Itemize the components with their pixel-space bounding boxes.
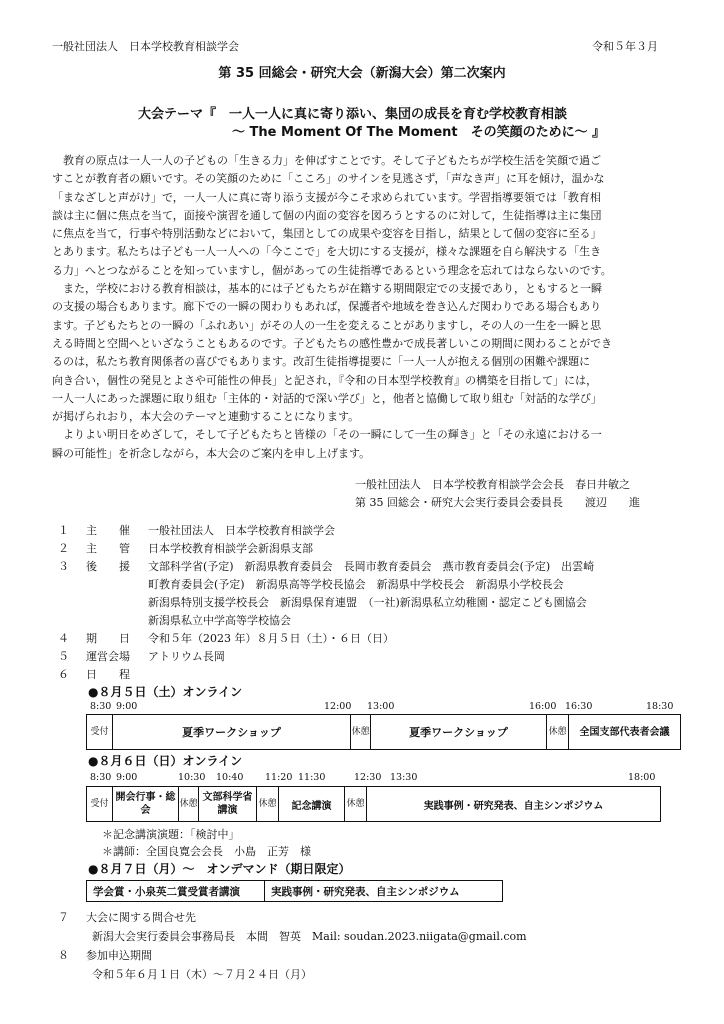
body-line: ます。子どもたちとの一瞬の「ふれあい」がその人の一生を変えることがありますし，その人の一生を一瞬と思 — [52, 318, 602, 332]
item-value: アトリウム長岡 — [148, 650, 225, 663]
item-key: 期 日 — [86, 632, 130, 645]
body-line: に焦点を当て，行事や特別活動などにおいて，集団としての成果や変容を目指し，結果として個の変容に至る」 — [52, 227, 602, 241]
sponsors-continued: 新潟県特別支援学校長会 新潟県保育連盟 （一社)新潟県私立幼稚園・認定こども園協会 — [148, 596, 587, 609]
signature-committee-chair: 第 35 回総会・研究大会実行委員会委員長 渡辺 進 — [355, 496, 640, 509]
item-key: 大会に関する問合せ先 — [86, 911, 196, 924]
theme-line-2: ～ The Moment Of The Moment その笑顔のために～ 』 — [232, 125, 606, 140]
session-cell: 記念講演 — [279, 787, 345, 822]
session-cell: 夏季ワークショップ — [113, 715, 351, 750]
item-value: 日本学校教育相談学会新潟県支部 — [148, 542, 313, 555]
day3-label: ●８月７日（月）～ オンデマンド（期日限定） — [88, 862, 351, 876]
body-line: 瞬の可能性」を祈念しながら，本大会のご案内を申し上げます。 — [52, 446, 371, 460]
session-cell: 実践事例・研究発表、自主シンポジウム — [265, 881, 503, 902]
sponsors-continued: 新潟県私立中学高等学校協会 — [148, 614, 291, 627]
reception-cell: 受付 — [87, 787, 113, 822]
body-line: 談は主に個に焦点を当て，面接や演習を通して個の内面の変容を図ろうとするのに対して，生徒指導は主に集団 — [52, 208, 602, 222]
document-title: 第 35 回総会・研究大会（新潟大会）第二次案内 — [218, 66, 506, 81]
break-cell: 休憩 — [257, 787, 279, 822]
reception-cell: 受付 — [87, 715, 113, 750]
time-tick: 10:30 — [178, 772, 206, 783]
body-line: 一人一人にあった課題に取り組む「主体的・対話的で深い学び」と，他者と協働して取り組む「対話的な学び」 — [52, 391, 602, 405]
intro-text — [52, 152, 678, 463]
body-line: とあります。私たちは子ども一人一人への「今ここで」を大切にする支援が，様々な課題を自ら解決する「生き — [52, 245, 602, 259]
time-tick: 9:00 — [116, 701, 138, 712]
item-key: 日 程 — [86, 668, 130, 681]
time-tick: 13:30 — [390, 772, 418, 783]
body-line: が掲げられおり，本大会のテーマと連動することになります。 — [52, 410, 360, 424]
break-cell: 休憩 — [351, 715, 371, 750]
body-line: 「まなざしと声がけ」で，一人一人に真に寄り添う支援が今こそ求められています。学習指導要領では「教育相 — [52, 190, 601, 204]
item-number: ６ — [58, 668, 69, 681]
body-line: の支援の場合もあります。廊下での一瞬の関わりもあれば，保護者や地域を巻き込んだ関わりである場合もあり — [52, 300, 602, 314]
session-cell: 学会賞・小泉英二賞受賞者講演 — [87, 881, 265, 902]
session-cell: 全国支部代表者会議 — [569, 715, 681, 750]
break-cell: 休憩 — [547, 715, 569, 750]
item-value: 令和５年（2023 年）８月５日（土）・６日（日） — [148, 632, 394, 645]
item-key: 主 催 — [86, 524, 130, 537]
body-line: すことが教育者の願いです。その笑顔のために「こころ」のサインを見逃さず，「声なき声」に耳を傾け，温かな — [52, 172, 605, 186]
body-line: 教育の原点は一人一人の子どもの「生きる力」を伸ばすことです。そして子どもたちが学校生活を笑顔で過ご — [52, 154, 602, 167]
sponsors-continued: 町教育委員会(予定) 新潟県高等学校長協会 新潟県中学校長会 新潟県小学校長会 — [148, 578, 564, 591]
issue-date: 令和５年３月 — [592, 40, 658, 53]
day2-label: ●８月６日（日）オンライン — [88, 754, 243, 768]
time-tick: 12:30 — [354, 772, 382, 783]
item-key: 参加申込期間 — [86, 949, 152, 962]
body-line: よりよい明日をめざして，そして子どもたちと皆様の「その一瞬にして一生の輝き」と「その永遠における一 — [52, 428, 602, 442]
item-number: １ — [58, 524, 69, 537]
time-tick: 16:30 — [565, 701, 593, 712]
lecturer-note: ＊講師：全国良寛会会長 小島 正芳 様 — [102, 845, 311, 858]
organization-name: 一般社団法人 日本学校教育相談学会 — [52, 40, 239, 53]
time-tick: 10:40 — [216, 772, 244, 783]
item-value: 一般社団法人 日本学校教育相談学会 — [148, 524, 335, 537]
day1-schedule-table — [86, 714, 681, 750]
time-tick: 11:30 — [298, 772, 326, 783]
item-number: ３ — [58, 560, 69, 573]
session-cell: 文部科学省講演 — [199, 787, 257, 822]
item-key: 主 管 — [86, 542, 130, 555]
apply-detail: 令和５年６月１日（木）～７月２４日（月） — [92, 968, 312, 981]
body-line: 向き合い，個性の発見とよさや可能性の伸長」と記され，『令和の日本型学校教育』の構築を目指して」には， — [52, 373, 598, 387]
time-tick: 11:20 — [265, 772, 293, 783]
item-number: ５ — [58, 650, 69, 663]
theme-line-1: 大会テーマ『 一人一人に真に寄り添い、集団の成長を育む学校教育相談 — [138, 107, 568, 122]
break-cell: 休憩 — [179, 787, 199, 822]
item-key: 運営会場 — [86, 650, 130, 663]
item-number: ７ — [58, 911, 69, 924]
item-value: 文部科学省(予定) 新潟県教育委員会 長岡市教育委員会 燕市教育委員会(予定) 出雲崎 — [148, 560, 595, 573]
body-line: るのは，私たち教育関係者の喜びでもあります。改訂生徒指導提要に「一人一人が抱える個別の困難や課題に — [52, 355, 591, 369]
body-line: る力」へとつながることを知っていますし，個があっての生徒指導であるという理念を忘れてはならないのです。 — [52, 263, 612, 277]
body-line: える時間と空間へといざなうこともあるのです。子どもたちの感性豊かで成長著しいこの期間に関わることができ — [52, 336, 613, 350]
item-number: ２ — [58, 542, 69, 555]
contact-detail: 新潟大会実行委員会事務局長 本間 智英 Mail: soudan.2023.niigata@gmail.com — [92, 930, 527, 943]
day3-schedule-table — [86, 880, 503, 902]
time-tick: 12:00 — [324, 701, 352, 712]
signature-president: 一般社団法人 日本学校教育相談学会会長 春日井敏之 — [355, 478, 630, 491]
item-number: ８ — [58, 949, 69, 962]
time-tick: 9:00 — [116, 772, 138, 783]
lecture-title-note: ＊記念講演演題：「検討中」 — [102, 828, 240, 841]
time-tick: 13:00 — [367, 701, 395, 712]
session-cell: 実践事例・研究発表、自主シンポジウム — [367, 787, 661, 822]
item-number: ４ — [58, 632, 69, 645]
time-tick: 8:30 — [90, 772, 112, 783]
body-line: また，学校における教育相談は，基本的には子どもたちが在籍する期間限定での支援であり，ともすると一瞬 — [52, 282, 602, 296]
day1-label: ●８月５日（土）オンライン — [88, 685, 243, 699]
day2-schedule-table — [86, 786, 661, 822]
break-cell: 休憩 — [345, 787, 367, 822]
session-cell: 開会行事・総会 — [113, 787, 179, 822]
item-key: 後 援 — [86, 560, 130, 573]
time-tick: 16:00 — [529, 701, 557, 712]
session-cell: 夏季ワークショップ — [371, 715, 547, 750]
time-tick: 18:30 — [646, 701, 674, 712]
time-tick: 8:30 — [90, 701, 112, 712]
time-tick: 18:00 — [628, 772, 656, 783]
